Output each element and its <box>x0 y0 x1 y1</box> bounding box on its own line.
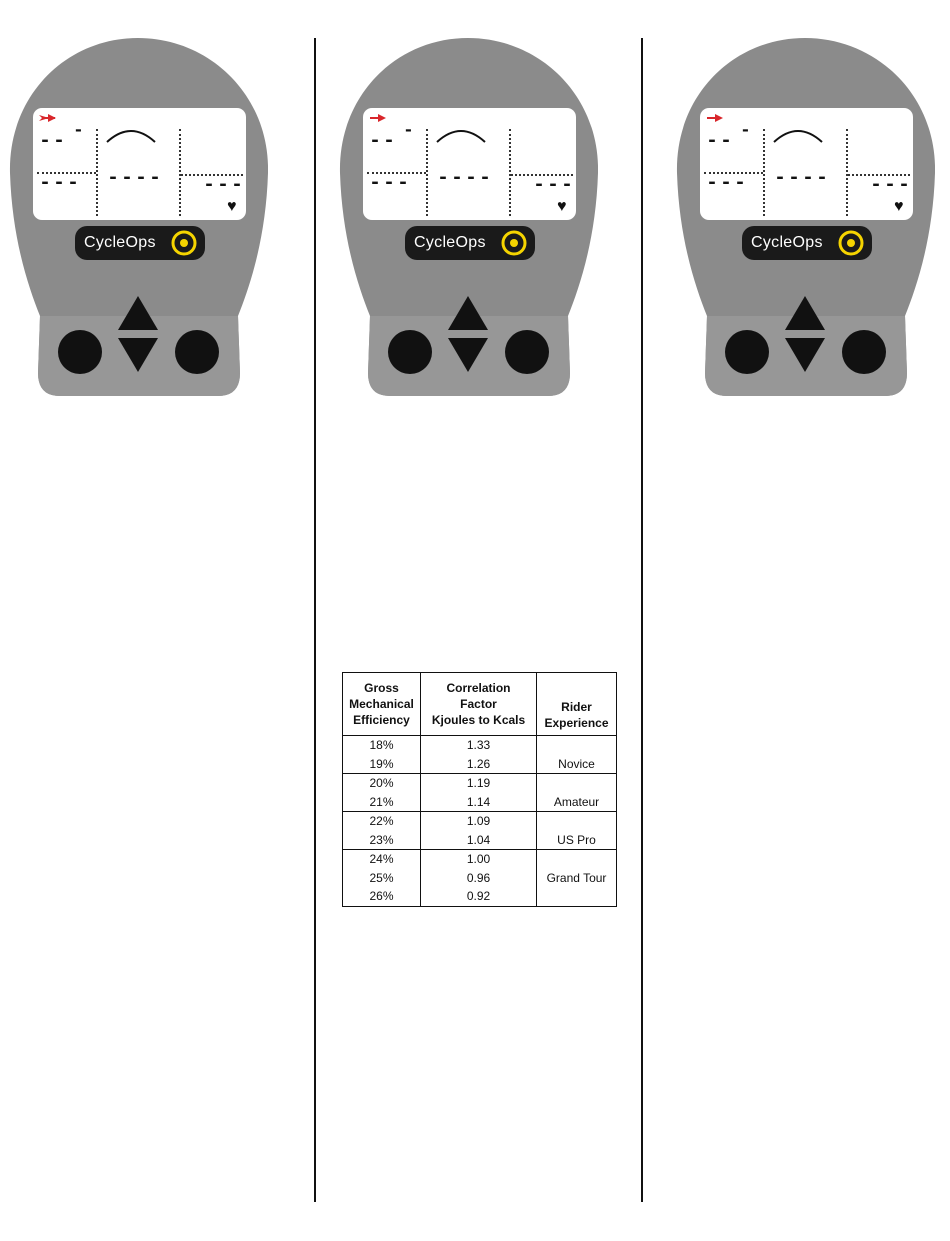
experience-cell: Novice <box>537 755 617 774</box>
cycleops-computer-1 <box>8 38 268 396</box>
efficiency-cell: 19% <box>343 755 421 774</box>
cycleops-logo <box>405 226 535 260</box>
center-digits: ---- <box>107 167 164 190</box>
lcd-screen <box>33 108 246 220</box>
center-digits: ---- <box>774 167 831 190</box>
arc-gauge-icon <box>435 126 487 144</box>
factor-cell: 1.19 <box>421 774 537 793</box>
right-round-button[interactable] <box>175 330 219 374</box>
speed-decimal: - <box>740 121 753 141</box>
factor-cell: 1.26 <box>421 755 537 774</box>
left-round-button[interactable] <box>725 330 769 374</box>
factor-cell: 1.14 <box>421 793 537 812</box>
table-row <box>343 755 617 774</box>
efficiency-cell: 25% <box>343 869 421 888</box>
table-row <box>343 887 617 906</box>
factor-cell: 1.04 <box>421 831 537 850</box>
right-round-button[interactable] <box>505 330 549 374</box>
efficiency-cell: 18% <box>343 736 421 755</box>
header-rider-experience <box>537 673 617 736</box>
arrow-indicator-icon <box>369 113 387 123</box>
screen-divider <box>181 174 243 176</box>
heart-icon: ♥ <box>894 198 904 215</box>
left-round-button[interactable] <box>58 330 102 374</box>
factor-cell: 0.96 <box>421 869 537 888</box>
screen-divider <box>367 172 426 174</box>
screen-divider <box>37 172 96 174</box>
experience-cell <box>537 736 617 755</box>
screen-divider <box>426 129 428 216</box>
table-row <box>343 812 617 831</box>
speed-decimal: - <box>403 121 416 141</box>
lcd-screen <box>700 108 913 220</box>
screen-divider <box>179 129 181 216</box>
speed-decimal: - <box>73 121 86 141</box>
experience-cell: US Pro <box>537 831 617 850</box>
table-row <box>343 736 617 755</box>
triangle-down-icon[interactable] <box>785 338 825 372</box>
efficiency-cell: 22% <box>343 812 421 831</box>
header-line: Experience <box>544 716 609 730</box>
triangle-up-icon[interactable] <box>785 296 825 330</box>
cycleops-computer-2 <box>338 38 598 396</box>
experience-cell: Grand Tour <box>537 869 617 888</box>
screen-divider <box>511 174 573 176</box>
efficiency-cell: 21% <box>343 793 421 812</box>
table-row <box>343 869 617 888</box>
logo-text: CycleOps <box>751 234 823 251</box>
screen-divider <box>846 129 848 216</box>
heart-rate-digits: --- <box>870 174 913 197</box>
logo-text: CycleOps <box>414 234 486 251</box>
column-divider-right <box>641 38 643 1202</box>
triangle-down-icon[interactable] <box>448 338 488 372</box>
header-correlation-factor <box>421 673 537 736</box>
efficiency-cell: 24% <box>343 850 421 869</box>
speed-digits: -- <box>706 130 735 153</box>
experience-cell: Amateur <box>537 793 617 812</box>
left-round-button[interactable] <box>388 330 432 374</box>
speed-digits: -- <box>369 130 398 153</box>
efficiency-cell: 20% <box>343 774 421 793</box>
experience-cell <box>537 774 617 793</box>
logo-text: CycleOps <box>84 234 156 251</box>
table-row <box>343 774 617 793</box>
arrow-indicator-icon <box>39 113 57 123</box>
left-lower-digits: --- <box>369 172 412 195</box>
experience-cell <box>537 850 617 869</box>
arrow-indicator-icon <box>706 113 724 123</box>
triangle-down-icon[interactable] <box>118 338 158 372</box>
triangle-up-icon[interactable] <box>448 296 488 330</box>
heart-icon: ♥ <box>227 198 237 215</box>
arc-gauge-icon <box>105 126 157 144</box>
efficiency-table <box>342 672 617 907</box>
screen-divider <box>763 129 765 216</box>
speed-digits: -- <box>39 130 68 153</box>
factor-cell: 0.92 <box>421 887 537 906</box>
table-row <box>343 793 617 812</box>
experience-cell <box>537 812 617 831</box>
heart-rate-digits: --- <box>533 174 576 197</box>
header-line: Efficiency <box>353 713 410 727</box>
header-line: Correlation <box>446 681 511 695</box>
header-line: Kjoules to Kcals <box>431 713 526 727</box>
column-divider-left <box>314 38 316 1202</box>
arc-gauge-icon <box>772 126 824 144</box>
screen-divider <box>848 174 910 176</box>
right-round-button[interactable] <box>842 330 886 374</box>
cycleops-computer-3 <box>675 38 935 396</box>
heart-rate-digits: --- <box>203 174 246 197</box>
header-line: Rider <box>561 700 592 714</box>
table-header-row <box>343 673 617 736</box>
table-row <box>343 850 617 869</box>
cycleops-logo <box>742 226 872 260</box>
cycleops-logo <box>75 226 205 260</box>
factor-cell: 1.00 <box>421 850 537 869</box>
factor-cell: 1.09 <box>421 812 537 831</box>
left-lower-digits: --- <box>39 172 82 195</box>
header-line: Gross <box>364 681 399 695</box>
efficiency-cell: 23% <box>343 831 421 850</box>
cycleops-logo-mark-icon <box>837 229 865 257</box>
cycleops-logo-mark-icon <box>500 229 528 257</box>
cycleops-logo-mark-icon <box>170 229 198 257</box>
left-lower-digits: --- <box>706 172 749 195</box>
factor-cell: 1.33 <box>421 736 537 755</box>
center-digits: ---- <box>437 167 494 190</box>
screen-divider <box>96 129 98 216</box>
screen-divider <box>704 172 763 174</box>
experience-cell <box>537 887 617 906</box>
efficiency-cell: 26% <box>343 887 421 906</box>
header-line: Factor <box>460 697 497 711</box>
header-gross-mechanical-efficiency <box>343 673 421 736</box>
header-line: Mechanical <box>349 697 414 711</box>
table-row <box>343 831 617 850</box>
heart-icon: ♥ <box>557 198 567 215</box>
screen-divider <box>509 129 511 216</box>
lcd-screen <box>363 108 576 220</box>
triangle-up-icon[interactable] <box>118 296 158 330</box>
